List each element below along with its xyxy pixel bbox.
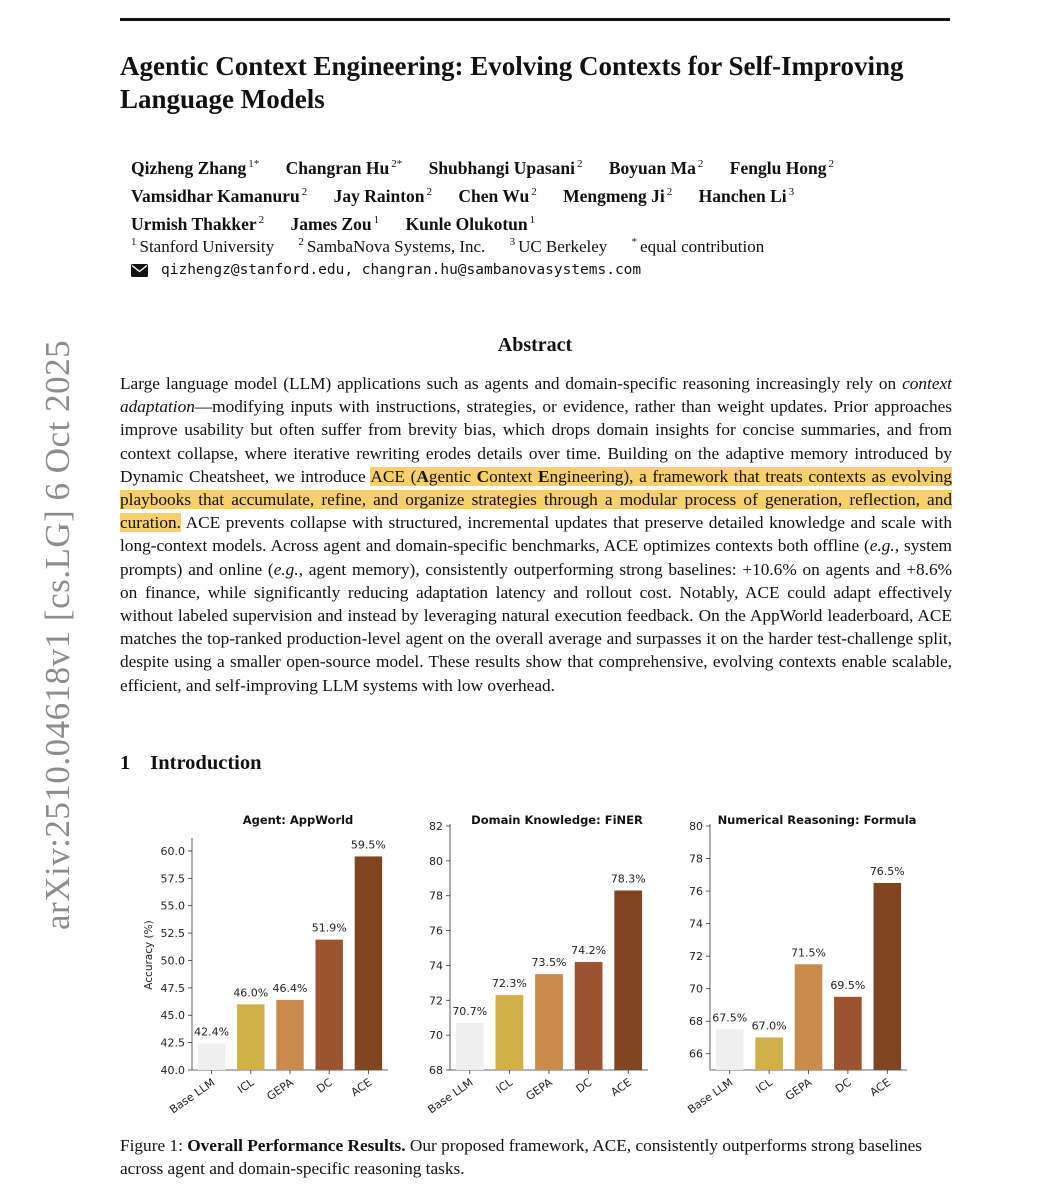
author: Urmish Thakker $^2$ [131,213,265,234]
x-tick-label: ACE [348,1075,375,1100]
envelope-icon [131,264,148,277]
author: Jay Rainton $^2$ [333,185,433,206]
bar [535,974,563,1070]
y-tick-label: 42.5 [160,1036,185,1050]
x-tick-label: GEPA [783,1075,815,1104]
data-label: 76.5% [869,864,905,878]
y-axis-label: Accuracy (%) [143,920,155,990]
author: Chen Wu $^2$ [458,185,537,206]
author: Boyuan Ma $^2$ [608,157,704,178]
affiliation: $^2$ SambaNova Systems, Inc. [298,236,486,256]
data-label: 42.4% [194,1025,230,1039]
figure-caption: Figure 1: Overall Performance Results. Our proposed framework, ACE, consistently outperforms strong baselines across agent and domain-specific reasoning tasks. [120,1136,922,1178]
abstract-text: Large language model (LLM) applications such as agents and domain-specific reasoning increasingly rely on context adaptation—modifying inputs with instructions, strategies, or evidence, rather than weight updates. Prior approaches improve usability but often suffer from brevity bias, which drops domain insights for concise summaries, and from context collapse, where iterative rewriting erodes details over time. Building on the adaptive memory introduced by Dynamic Cheatsheet, we introduce ACE (Agentic Context Engineering), a framework that treats contexts as evolving playbooks that accumulate, refine, and organize strategies through a modular process of generation, reflection, and curation. ACE prevents collapse with structured, incremental updates that preserve detailed knowledge and scale with long-context models. Across agent and domain-specific benchmarks, ACE optimizes contexts both offline (e.g., system prompts) and online (e.g., agent memory), consistently outperforming strong baselines: +10.6% on agents and +8.6% on finance, while significantly reducing adaptation latency and rollout cost. Notably, ACE could adapt effectively without labeled supervision and instead by leveraging natural execution feedback. On the AppWorld leaderboard, ACE matches the top-ranked production-level agent on the overall average and surpasses it on the harder test-challenge split, despite using a smaller open-source model. These results show that comprehensive, evolving contexts enable scalable, efficient, and self-improving LLM systems with low overhead. [120,374,953,695]
author-emails[interactable]: qizhengz@stanford.edu, changran.hu@sambanovasystems.com [161,262,642,278]
x-tick-label: Base LLM [425,1075,476,1117]
author: Fenglu Hong $^2$ [729,157,835,178]
affiliation: * equal contribution [631,236,765,256]
bar [575,962,603,1070]
arxiv-stamp[interactable]: arXiv:2510.04618v1 [cs.LG] 6 Oct 2025 [38,339,77,930]
x-tick-label: DC [573,1075,595,1096]
data-label: 67.5% [712,1011,748,1025]
bar [276,1000,303,1070]
x-tick-label: Base LLM [167,1075,218,1117]
y-tick-label: 45.0 [160,1009,185,1023]
bar [795,964,823,1070]
author: Hanchen Li $^3$ [698,185,795,206]
bar [315,940,342,1070]
data-label: 71.5% [791,946,826,960]
bar [716,1029,744,1070]
x-tick-label: ICL [753,1075,775,1097]
bar [755,1037,783,1070]
email-row [131,259,641,281]
data-label: 67.0% [751,1019,787,1033]
data-label: 46.0% [233,986,269,1000]
chart-title: Domain Knowledge: FiNER [471,813,643,827]
y-tick-label: 57.5 [160,872,185,886]
y-tick-label: 80 [689,820,703,833]
y-tick-label: 70 [429,1029,443,1043]
y-tick-label: 76 [689,885,703,899]
y-tick-label: 72 [429,994,443,1008]
author: Mengmeng Ji $^2$ [563,185,673,206]
x-tick-label: ACE [867,1075,894,1100]
y-tick-label: 74 [689,917,703,931]
y-tick-label: 72 [689,950,703,964]
x-tick-label: DC [314,1075,335,1096]
affiliation-list [131,231,784,258]
data-label: 78.3% [610,872,646,886]
y-tick-label: 50.0 [160,954,185,968]
bar [237,1004,264,1070]
data-label: 59.5% [350,838,386,852]
data-label: 73.5% [531,956,567,970]
x-tick-label: GEPA [264,1075,296,1104]
y-tick-label: 55.0 [160,899,185,913]
bar [614,890,642,1070]
bar [456,1023,484,1070]
highlighted-passage: ACE (Agentic Context Engineering), a framework that treats contexts as evolving playbooks that accumulate, refine, and organize strategies through a modular process of generation, reflection, and curation. [120,466,953,533]
y-tick-label: 68 [429,1064,443,1077]
paper-title: Agentic Context Engineering: Evolving Contexts for Self-Improving Language Models [120,51,904,114]
bar [198,1044,225,1070]
author: Qizheng Zhang $^{1*}$ [131,157,260,178]
y-tick-label: 78 [429,889,443,903]
y-tick-label: 78 [689,852,703,866]
affiliation: $^1$ Stanford University [131,236,275,256]
chart-panel [425,813,648,1116]
section-heading: 1 Introduction [120,752,262,774]
author: Changran Hu $^{2*}$ [285,157,403,178]
data-label: 46.4% [272,981,308,995]
author-list [131,152,951,235]
bar [496,995,524,1070]
bar [834,997,862,1070]
top-rule [120,18,950,21]
abstract-heading: Abstract [497,334,573,356]
x-tick-label: DC [832,1075,854,1096]
y-tick-label: 68 [689,1015,703,1029]
y-tick-label: 66 [689,1047,703,1061]
chart-panel [685,813,916,1116]
data-label: 70.7% [452,1004,488,1018]
y-tick-label: 47.5 [160,981,185,995]
chart-title: Agent: AppWorld [242,813,354,827]
figure-1 [120,802,950,1122]
y-tick-label: 40.0 [160,1064,185,1077]
author: Shubhangi Upasani $^2$ [428,157,583,178]
data-label: 51.9% [311,921,347,935]
chart-panel [143,813,388,1116]
x-tick-label: ACE [608,1075,634,1100]
x-tick-label: ICL [493,1075,516,1097]
bar [874,883,902,1070]
y-tick-label: 82 [429,820,443,833]
y-tick-label: 80 [429,854,443,868]
x-tick-label: Base LLM [685,1075,736,1117]
data-label: 74.2% [571,943,607,957]
x-tick-label: ICL [235,1075,257,1097]
y-tick-label: 60.0 [160,844,185,858]
y-tick-label: 76 [429,924,443,938]
x-tick-label: GEPA [523,1075,555,1104]
y-tick-label: 74 [429,959,443,973]
data-label: 72.3% [491,977,527,991]
chart-title: Numerical Reasoning: Formula [717,813,917,827]
bar [355,856,382,1070]
results-charts [120,802,950,1122]
affiliation: $^3$ UC Berkeley [509,236,608,256]
y-tick-label: 70 [689,982,703,996]
author: Kunle Olukotun $^1$ [405,213,536,234]
data-label: 69.5% [830,978,866,992]
y-tick-label: 52.5 [160,927,185,941]
author: James Zou $^1$ [290,213,380,234]
author: Vamsidhar Kamanuru $^2$ [131,185,308,206]
